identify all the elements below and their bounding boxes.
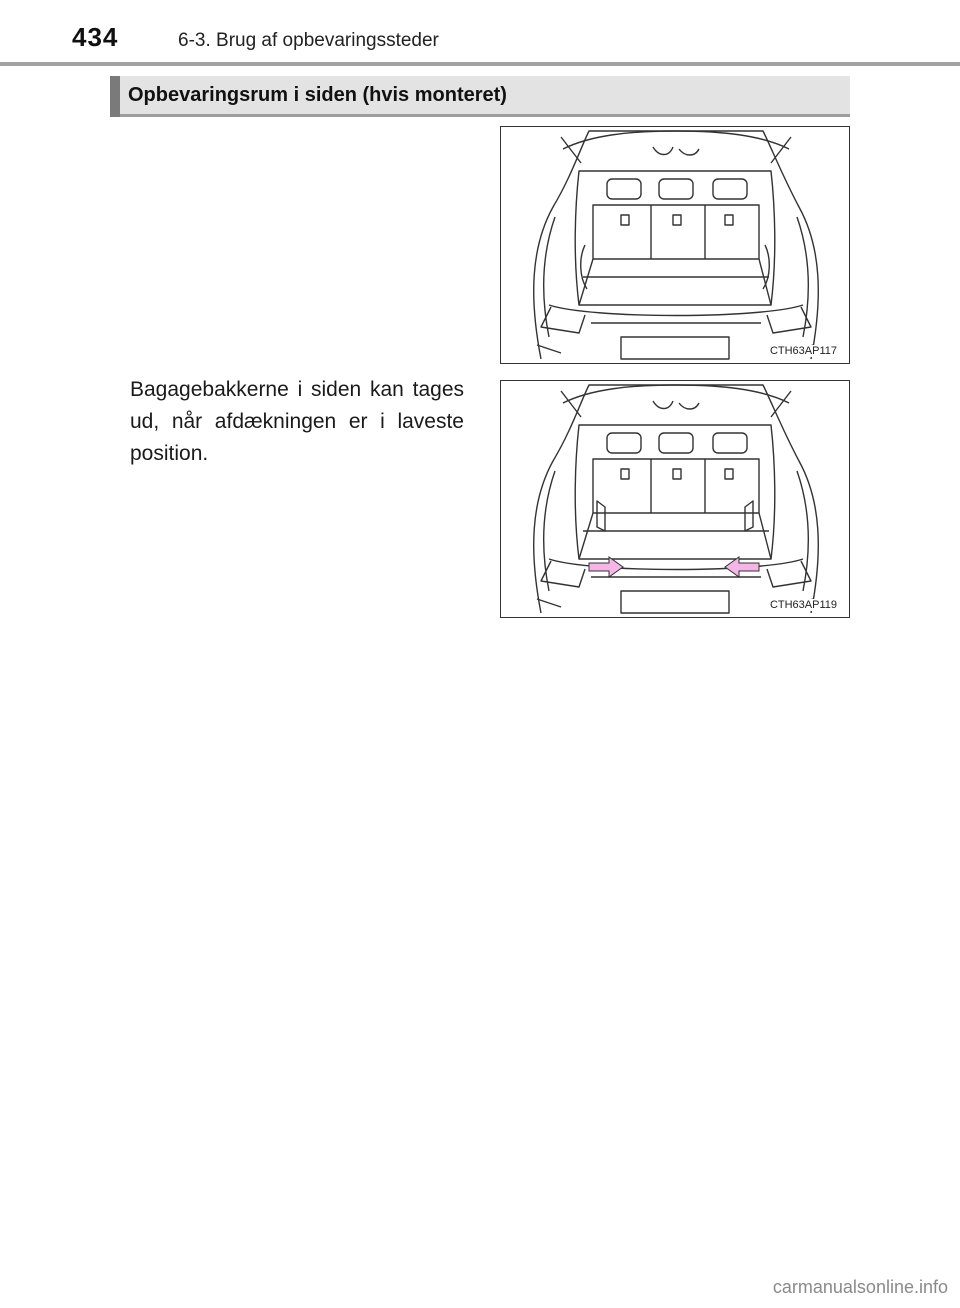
running-head: 6-3. Brug af opbevaringssteder (178, 30, 439, 51)
page-number: 434 (72, 22, 119, 52)
header-rule (0, 62, 960, 66)
section-title: Opbevaringsrum i siden (hvis monteret) (128, 84, 507, 106)
tray-removal-illustration (501, 381, 848, 616)
figure-code: CTH63AP117 (769, 345, 837, 357)
section-heading-bar (110, 76, 850, 117)
body-paragraph: Bagagebakkerne i siden kan tages ud, når afdækningen er i laveste position. (130, 378, 464, 465)
arrow-left-icon (725, 557, 759, 577)
figure-luggage-compartment (500, 126, 850, 364)
luggage-compartment-illustration (501, 127, 848, 362)
arrow-right-icon (589, 557, 623, 577)
figure-code: CTH63AP119 (769, 599, 837, 611)
figure-tray-removal (500, 380, 850, 618)
footer-url[interactable]: carmanualsonline.info (772, 1277, 948, 1297)
section-accent (110, 76, 120, 117)
